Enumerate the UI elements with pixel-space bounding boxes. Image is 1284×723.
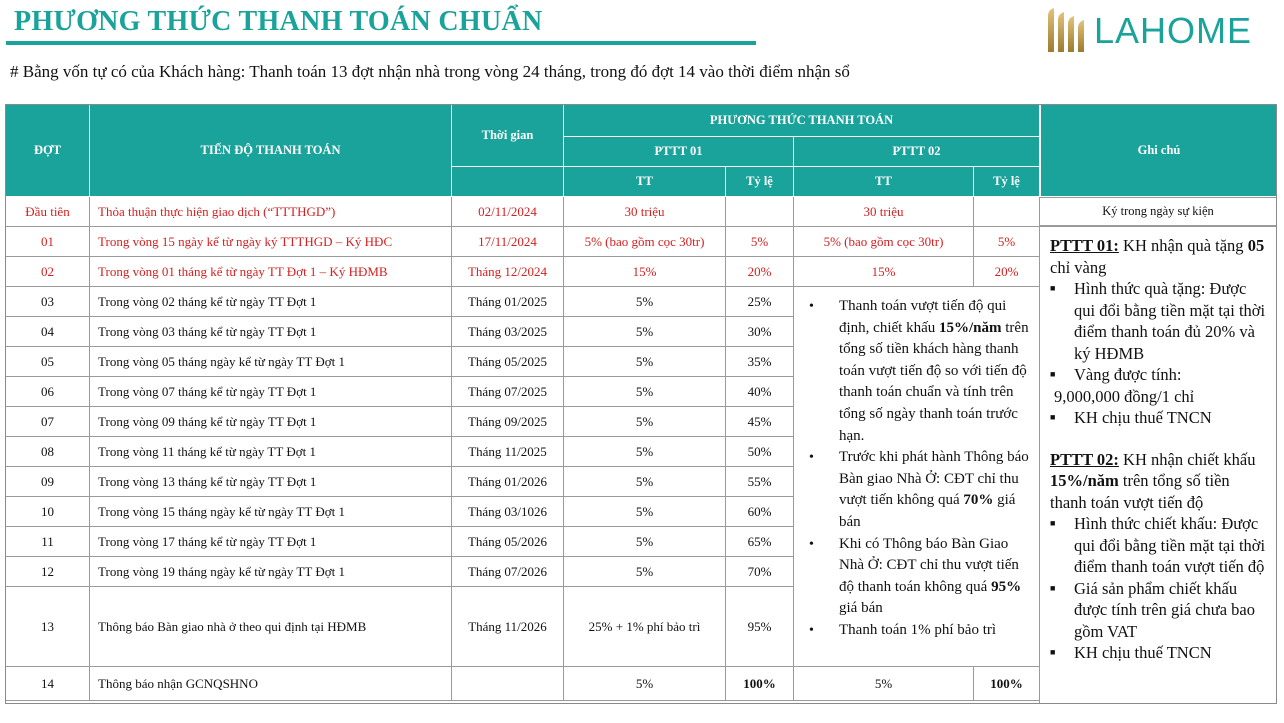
cell-tt1: 5% bbox=[564, 667, 726, 701]
lahome-logo-mark-icon bbox=[1044, 6, 1088, 54]
header-tt-2: TT bbox=[794, 167, 974, 197]
cell-dot: 05 bbox=[6, 347, 90, 377]
cell-dot: 11 bbox=[6, 527, 90, 557]
cell-tt1: 5% bbox=[564, 497, 726, 527]
cell-tt1: 5% bbox=[564, 527, 726, 557]
cell-time: Tháng 07/2025 bbox=[452, 377, 564, 407]
cell-tl2: 100% bbox=[974, 667, 1040, 701]
logo-wordmark: LAHOME bbox=[1094, 10, 1253, 51]
cell-desc: Trong vòng 09 tháng kể từ ngày TT Đợt 1 bbox=[90, 407, 452, 437]
cell-tt1: 30 triệu bbox=[564, 197, 726, 227]
cell-dot: 09 bbox=[6, 467, 90, 497]
notes-pttt01-item: ■ Hình thức quà tặng: Được qui đổi bằng tiền mặt tại thời điểm thanh toán đủ 20% và ký HĐMB bbox=[1050, 278, 1270, 364]
cell-time: Tháng 05/2026 bbox=[452, 527, 564, 557]
cell-dot: Đầu tiên bbox=[6, 197, 90, 227]
cell-dot: 08 bbox=[6, 437, 90, 467]
cell-time: Tháng 11/2025 bbox=[452, 437, 564, 467]
header-ty-le-2: Tỷ lệ bbox=[974, 167, 1040, 197]
policy-item: • Trước khi phát hành Thông báo Bàn giao Nhà Ở: CĐT chỉ thu vượt tiến không quá 70% giá bán bbox=[807, 447, 1037, 533]
cell-tt1: 25% + 1% phí bảo trì bbox=[564, 587, 726, 667]
cell-time: Tháng 03/2025 bbox=[452, 317, 564, 347]
header-tt-1: TT bbox=[564, 167, 726, 197]
cell-tt1: 5% bbox=[564, 377, 726, 407]
cell-tl2: 20% bbox=[974, 257, 1040, 287]
cell-dot: 03 bbox=[6, 287, 90, 317]
cell-desc: Trong vòng 15 tháng ngày kể từ ngày TT Đợt 1 bbox=[90, 497, 452, 527]
notes-first-row: Ký trong ngày sự kiện bbox=[1039, 197, 1277, 226]
cell-dot: 02 bbox=[6, 257, 90, 287]
cell-desc: Trong vòng 11 tháng kể từ ngày TT Đợt 1 bbox=[90, 437, 452, 467]
cell-time: Tháng 11/2026 bbox=[452, 587, 564, 667]
cell-desc: Trong vòng 05 tháng ngày kể từ ngày TT Đợt 1 bbox=[90, 347, 452, 377]
cell-dot: 10 bbox=[6, 497, 90, 527]
page-title: PHƯƠNG THỨC THANH TOÁN CHUẨN bbox=[14, 6, 543, 37]
cell-tl1: 45% bbox=[726, 407, 794, 437]
subtitle: # Bằng vốn tự có của Khách hàng: Thanh toán 13 đợt nhận nhà trong vòng 24 tháng, trong đó đợt 14 vào thời điểm nhận sổ bbox=[10, 62, 850, 81]
cell-tt1: 5% bbox=[564, 467, 726, 497]
notes-pttt01-tax: ■ KH chịu thuế TNCN bbox=[1050, 407, 1270, 429]
notes-gold-price: 9,000,000 đồng/1 chỉ bbox=[1054, 386, 1195, 406]
cell-desc: Trong vòng 17 tháng kể từ ngày TT Đợt 1 bbox=[90, 527, 452, 557]
cell-desc: Thông báo nhận GCNQSHNO bbox=[90, 667, 452, 701]
header-ty-le-1: Tỷ lệ bbox=[726, 167, 794, 197]
cell-time: Tháng 03/1026 bbox=[452, 497, 564, 527]
cell-dot: 07 bbox=[6, 407, 90, 437]
sheet-frame bbox=[5, 104, 1277, 704]
cell-desc: Trong vòng 13 tháng kể từ ngày TT Đợt 1 bbox=[90, 467, 452, 497]
cell-desc: Thỏa thuận thực hiện giao dịch (“TTTHGD”) bbox=[90, 197, 452, 227]
notes-pttt01-intro: PTTT 01: KH nhận quà tặng 05 chỉ vàng bbox=[1050, 236, 1265, 277]
cell-dot: 14 bbox=[6, 667, 90, 701]
notes-pttt02-intro: PTTT 02: KH nhận chiết khấu 15%/năm trên tổng số tiền thanh toán vượt tiến độ bbox=[1050, 449, 1256, 512]
title-underline bbox=[6, 41, 756, 45]
policy-item: • Thanh toán 1% phí bảo trì bbox=[807, 620, 1037, 642]
cell-time: Tháng 01/2026 bbox=[452, 467, 564, 497]
cell-desc: Trong vòng 19 tháng ngày kể từ ngày TT Đợt 1 bbox=[90, 557, 452, 587]
cell-tl1: 5% bbox=[726, 227, 794, 257]
cell-tl1: 50% bbox=[726, 437, 794, 467]
cell-tl1: 25% bbox=[726, 287, 794, 317]
cell-time: Tháng 01/2025 bbox=[452, 287, 564, 317]
cell-desc: Thông báo Bàn giao nhà ở theo qui định tại HĐMB bbox=[90, 587, 452, 667]
cell-time: 17/11/2024 bbox=[452, 227, 564, 257]
cell-time: Tháng 12/2024 bbox=[452, 257, 564, 287]
cell-tt1: 5% bbox=[564, 407, 726, 437]
cell-dot: 04 bbox=[6, 317, 90, 347]
header-pttt01: PTTT 01 bbox=[564, 137, 794, 167]
cell-tt2: 30 triệu bbox=[794, 197, 974, 227]
cell-tt2: 5% bbox=[794, 667, 974, 701]
notes-pttt01-item: ■ Vàng được tính: bbox=[1050, 364, 1270, 386]
cell-tt2: 5% (bao gồm cọc 30tr) bbox=[794, 227, 974, 257]
cell-tt1: 15% bbox=[564, 257, 726, 287]
cell-dot: 12 bbox=[6, 557, 90, 587]
notes-pttt02-item: ■ Giá sản phẩm chiết khấu được tính trên giá chưa bao gồm VAT bbox=[1050, 578, 1270, 643]
cell-desc: Trong vòng 07 tháng kể từ ngày TT Đợt 1 bbox=[90, 377, 452, 407]
cell-desc: Trong vòng 15 ngày kể từ ngày ký TTTHGD – Ký HĐC bbox=[90, 227, 452, 257]
header-dot: ĐỢT bbox=[6, 105, 90, 197]
cell-tt1: 5% bbox=[564, 557, 726, 587]
cell-tl1: 100% bbox=[726, 667, 794, 701]
cell-tl1: 35% bbox=[726, 347, 794, 377]
cell-time: Tháng 09/2025 bbox=[452, 407, 564, 437]
cell-time: Tháng 05/2025 bbox=[452, 347, 564, 377]
header-pttt02: PTTT 02 bbox=[794, 137, 1040, 167]
header-thoi-gian: Thời gian bbox=[452, 105, 564, 167]
cell-tt1: 5% bbox=[564, 287, 726, 317]
cell-desc: Trong vòng 03 tháng kể từ ngày TT Đợt 1 bbox=[90, 317, 452, 347]
cell-desc: Trong vòng 01 tháng kể từ ngày TT Đợt 1 – Ký HĐMB bbox=[90, 257, 452, 287]
lahome-logo bbox=[1044, 6, 1280, 56]
cell-tt1: 5% (bao gồm cọc 30tr) bbox=[564, 227, 726, 257]
cell-tl1: 70% bbox=[726, 557, 794, 587]
cell-desc: Trong vòng 02 tháng kể từ ngày TT Đợt 1 bbox=[90, 287, 452, 317]
payment-schedule-sheet bbox=[5, 104, 1277, 704]
cell-time: Tháng 07/2026 bbox=[452, 557, 564, 587]
policy-item: • Khi có Thông báo Bàn Giao Nhà Ở: CĐT chỉ thu vượt tiến độ thanh toán không quá 95% giá bán bbox=[807, 534, 1037, 620]
notes-pttt02-item: ■ Hình thức chiết khấu: Được qui đổi bằng tiền mặt tại thời điểm thanh toán vượt tiến độ bbox=[1050, 513, 1270, 578]
cell-tl1: 95% bbox=[726, 587, 794, 667]
notes-pttt02-item: ■ KH chịu thuế TNCN bbox=[1050, 642, 1270, 664]
cell-tl1: 20% bbox=[726, 257, 794, 287]
header-phuong-thuc: PHƯƠNG THỨC THANH TOÁN bbox=[564, 105, 1040, 137]
cell-tl1: 60% bbox=[726, 497, 794, 527]
cell-tl1: 40% bbox=[726, 377, 794, 407]
cell-tt1: 5% bbox=[564, 347, 726, 377]
policy-item: • Thanh toán vượt tiến độ qui định, chiết khấu 15%/năm trên tổng số tiền khách hàng thanh toán vượt tiến độ so với tiến độ thanh toán chuẩn và tính trên tổng số ngày thanh toán trước hạn. bbox=[807, 296, 1037, 447]
cell-tl1: 55% bbox=[726, 467, 794, 497]
cell-dot: 13 bbox=[6, 587, 90, 667]
cell-tl1: 30% bbox=[726, 317, 794, 347]
cell-tt1: 5% bbox=[564, 437, 726, 467]
header-ghi-chu: Ghi chú bbox=[1039, 104, 1277, 196]
cell-time: 02/11/2024 bbox=[452, 197, 564, 227]
cell-tt2: 15% bbox=[794, 257, 974, 287]
header-tien-do: TIẾN ĐỘ THANH TOÁN bbox=[90, 105, 452, 197]
cell-tl1: 65% bbox=[726, 527, 794, 557]
cell-dot: 06 bbox=[6, 377, 90, 407]
cell-dot: 01 bbox=[6, 227, 90, 257]
cell-tl2: 5% bbox=[974, 227, 1040, 257]
cell-tt1: 5% bbox=[564, 317, 726, 347]
